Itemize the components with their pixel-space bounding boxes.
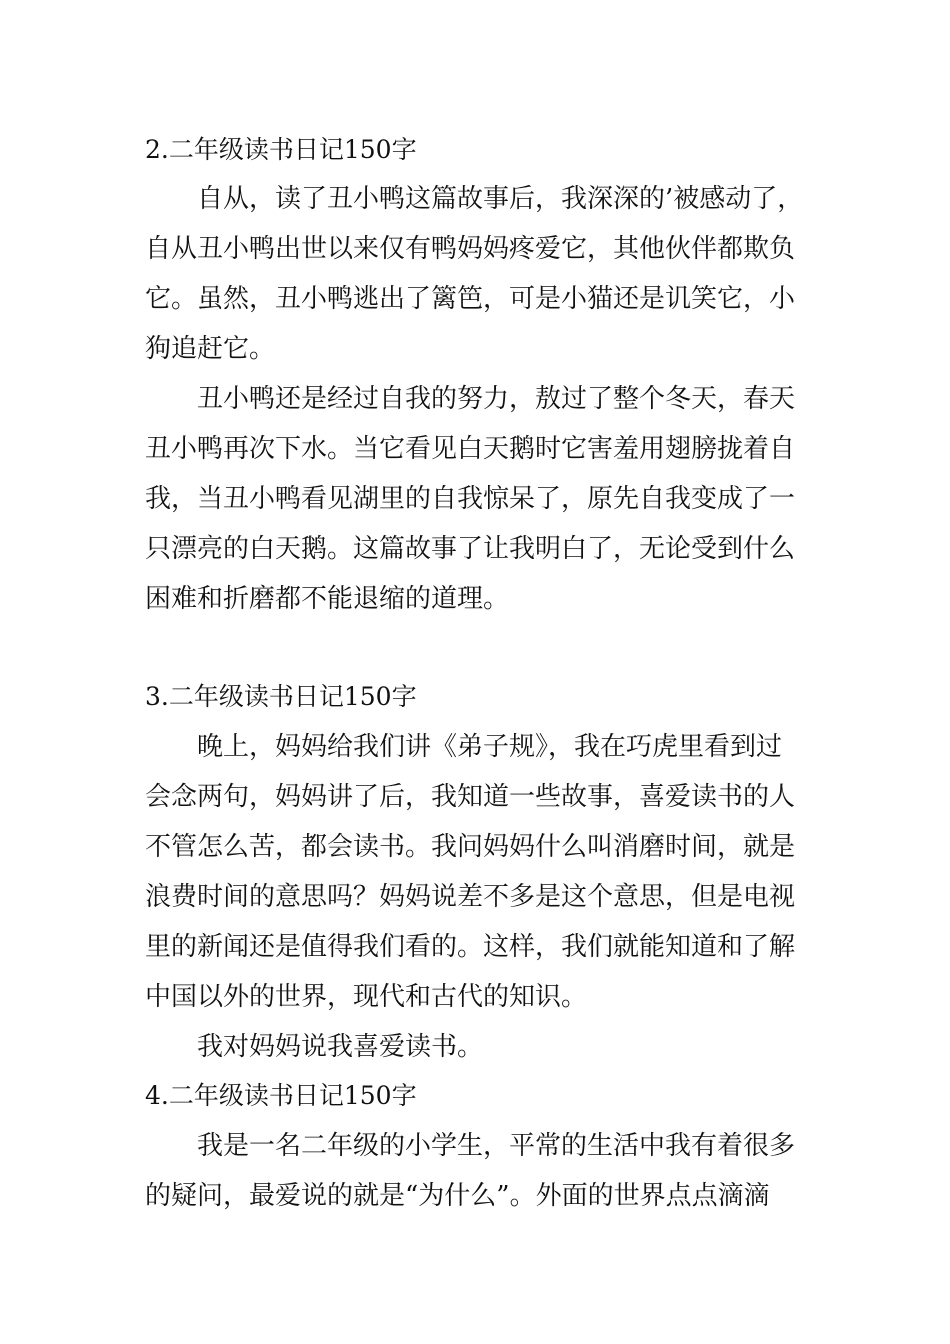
text-line: 困难和折磨都不能退缩的道理。 (145, 584, 510, 614)
text-line: 狗追赶它。 (145, 334, 276, 364)
text-line: 自从，读了丑小鸭这篇故事后，我深深的’被感动了， (197, 184, 804, 214)
text-line: 里的新闻还是值得我们看的。这样，我们就能知道和了解 (145, 932, 796, 962)
text-line: 丑小鸭再次下水。当它看见白天鹅时它害羞用翅膀拢着自 (145, 434, 796, 464)
section-heading: 4.二年级读书日记150字 (145, 1081, 417, 1110)
text-line: 只漂亮的白天鹅。这篇故事了让我明白了，无论受到什么 (145, 534, 796, 564)
text-line: 它。虽然，丑小鸭逃出了篱笆，可是小猫还是讥笑它，小 (145, 284, 796, 314)
text-line: 的疑问，最爱说的就是“为什么”。外面的世界点点滴滴 (145, 1181, 770, 1211)
text-line: 我对妈妈说我喜爱读书。 (197, 1032, 484, 1062)
text-line: 不管怎么苦，都会读书。我问妈妈什么叫消磨时间，就是 (145, 832, 796, 862)
text-line: 我，当丑小鸭看见湖里的自我惊呆了，原先自我变成了一 (145, 484, 796, 514)
section-heading: 2.二年级读书日记150字 (145, 135, 417, 164)
text-line: 我是一名二年级的小学生，平常的生活中我有着很多 (197, 1131, 796, 1161)
text-line: 中国以外的世界，现代和古代的知识。 (145, 982, 588, 1012)
text-line: 丑小鸭还是经过自我的努力，敖过了整个冬天，春天 (197, 384, 796, 414)
text-line: 会念两句，妈妈讲了后，我知道一些故事，喜爱读书的人 (145, 782, 796, 812)
text-line: 晚上，妈妈给我们讲《弟子规》，我在巧虎里看到过 (197, 732, 783, 762)
section-heading: 3.二年级读书日记150字 (145, 682, 417, 711)
text-line: 自从丑小鸭出世以来仅有鸭妈妈疼爱它，其他伙伴都欺负 (145, 234, 796, 264)
text-line: 浪费时间的意思吗？妈妈说差不多是这个意思，但是电视 (145, 882, 796, 912)
